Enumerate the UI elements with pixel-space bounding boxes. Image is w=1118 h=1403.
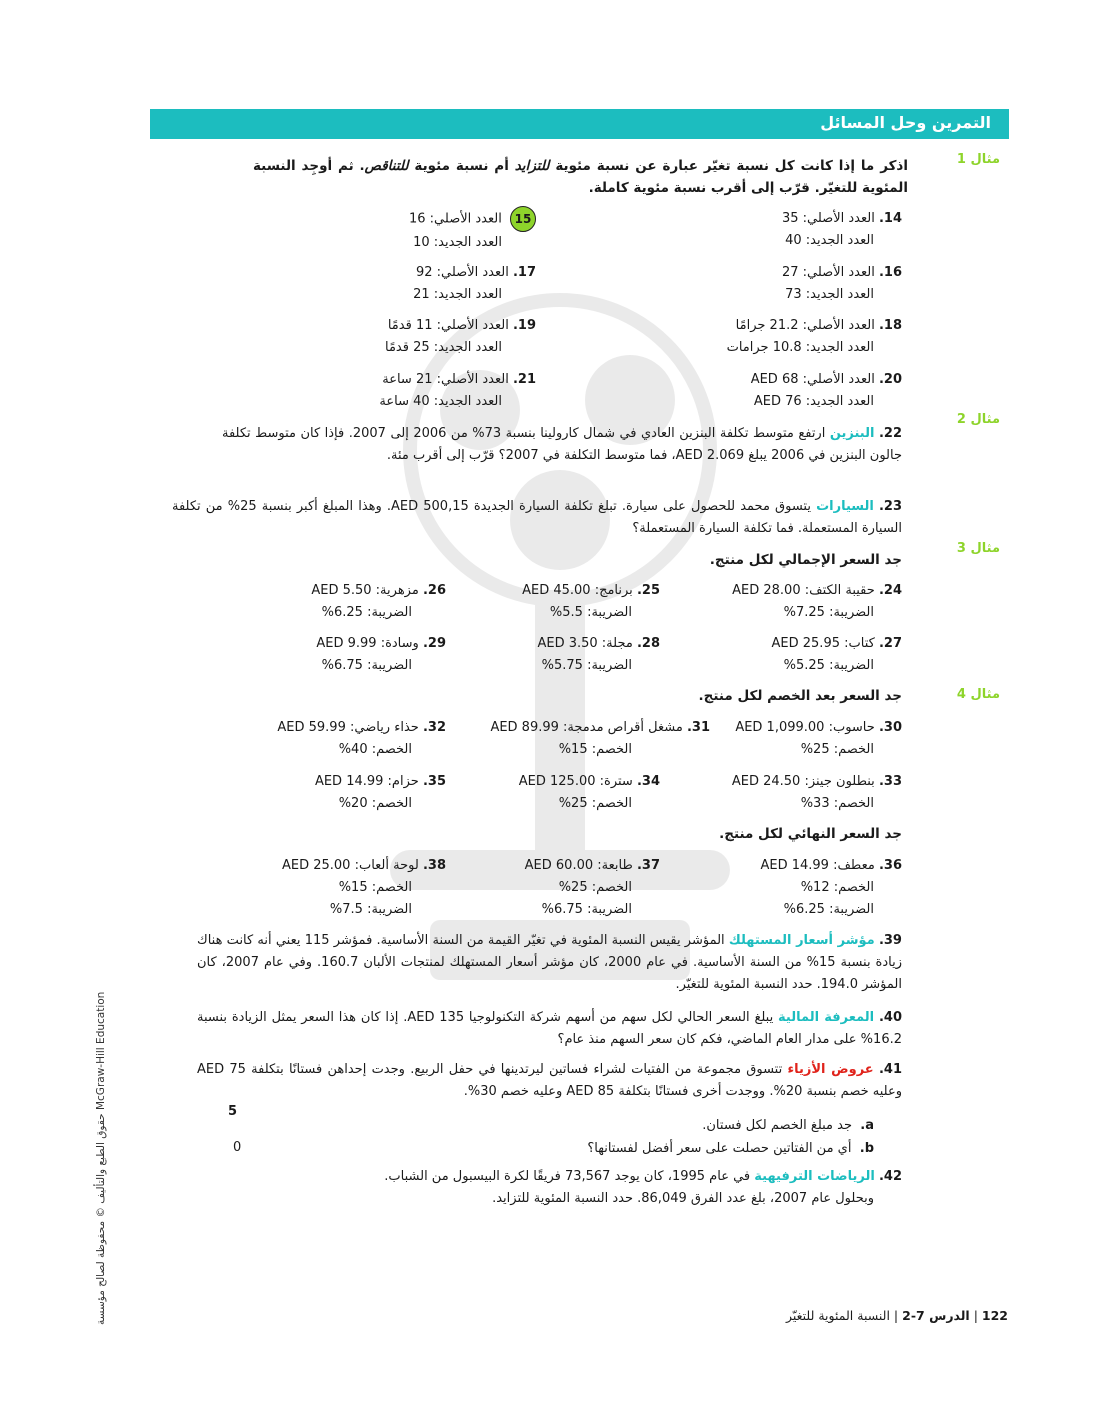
problem-25: 25. برنامج: AED 45.00 الضريبة: 5.5% xyxy=(522,583,660,620)
problem-30: 30. حاسوب: AED 1,099.00 الخصم: 25% xyxy=(735,720,902,757)
problem-16: 16. العدد الأصلي: 27 العدد الجديد: 73 xyxy=(781,265,902,302)
problem-19: 19. العدد الأصلي: 11 قدمًا العدد الجديد: 25 قدمًا xyxy=(385,318,536,355)
instructions: اذكر ما إذا كانت كل نسبة تغيّر عبارة عن نسبة مئوية للتزايد أم نسبة مئوية للتناقص. ثم أوجِد النسبة المئوية للتغيّر. قرّب إلى أقرب نسبة مئوية كاملة. xyxy=(253,158,908,196)
problem-34: 34. سترة: AED 125.00 الخصم: 25% xyxy=(518,774,660,811)
problem-23: 23. السيارات يتسوق محمد للحصول على سيارة. تبلغ تكلفة السيارة الجديدة 15,AED 500. وهذا المبلغ أكبر بنسبة 25% من تكلفة السيارة المستعملة. فما تكلفة السيارة المستعملة؟ xyxy=(172,499,902,536)
example-label-3: مثال 3 xyxy=(956,541,1000,556)
problem-22: 22. البنزين ارتفع متوسط تكلفة البنزين العادي في شمال كارولينا بنسبة 73% من 2006 إلى 2007. فإذا كان متوسط تكلفة جالون البنزين في 2006 يبلغ AED 2.069، فما متوسط التكلفة في 2007؟ قرّب إلى أقرب مئة. xyxy=(222,426,902,463)
keyword-recreational-sports: الرياضات الترفيهية xyxy=(754,1169,875,1184)
problem-33: 33. بنطلون جينز: AED 24.50 الخصم: 33% xyxy=(731,774,902,811)
section-banner xyxy=(150,109,1009,139)
keyword-cpi: مؤشر أسعار المستهلك xyxy=(728,933,875,948)
keyword-cars: السيارات xyxy=(816,499,874,514)
keyword-financial-literacy: المعرفة المالية xyxy=(778,1010,875,1025)
problem-21: 21. العدد الأصلي: 21 ساعة العدد الجديد: 40 ساعة xyxy=(379,372,536,409)
heading-final-price: جد السعر النهائي لكل منتج. xyxy=(719,826,902,842)
problem-14: 14. العدد الأصلي: 35 العدد الجديد: 40 xyxy=(781,211,902,248)
problem-41b: b. أي من الفتاتين حصلت على سعر أفضل لفستانها؟ xyxy=(587,1141,874,1156)
problem-32: 32. حذاء رياضي: AED 59.99 الخصم: 40% xyxy=(277,720,446,757)
problem-15-circle: 15 xyxy=(510,206,536,232)
problem-24: 24. حقيبة الكتف: AED 28.00 الضريبة: 7.25% xyxy=(732,583,902,620)
problem-36: 36. معطف: AED 14.99 الخصم: 12% الضريبة: 6.25% xyxy=(760,858,902,917)
problem-37: 37. طابعة: AED 60.00 الخصم: 25% الضريبة: 6.75% xyxy=(524,858,660,917)
page-number: 122 xyxy=(981,1308,1008,1323)
heading-discount-price: جد السعر بعد الخصم لكل منتج. xyxy=(698,688,902,704)
problem-42: 42. الرياضات الترفيهية في عام 1995، كان يوجد 73,567 فريقًا لكرة البيسبول من الشباب. وبحلول عام 2007، بلغ عدد الفرق 86,049. حدد النسبة المئوية للتزايد. xyxy=(384,1169,902,1206)
problem-28: 28. مجلة: AED 3.50 الضريبة: 5.75% xyxy=(537,636,660,673)
problem-27: 27. كتاب: AED 25.95 الضريبة: 5.25% xyxy=(771,636,902,673)
stray-mark-5: 5 xyxy=(228,1104,238,1119)
problem-17: 17. العدد الأصلي: 92 العدد الجديد: 21 xyxy=(413,265,536,302)
lesson-number: الدرس 7-2 xyxy=(902,1308,970,1323)
problem-26: 26. مزهرية: AED 5.50 الضريبة: 6.25% xyxy=(311,583,446,620)
problem-39: 39. مؤشر أسعار المستهلك المؤشر يقيس النسبة المئوية في تغيّر القيمة من السنة الأساسية. فمؤشر 115 يعني أنه كانت هناك زيادة بنسبة 15% من السنة الأساسية. في عام 2000، كان مؤشر أسعار المستهلك لمنتجات الألبان 160.7. وفي عام 2007، كان المؤشر 194.0. حدد النسبة المئوية للتغيّر. xyxy=(197,933,903,992)
problem-20: 20. العدد الأصلي: AED 68 العدد الجديد: AED 76 xyxy=(750,372,902,409)
problem-41a: a. جد مبلغ الخصم لكل فستان. xyxy=(702,1118,874,1133)
example-label-4: مثال 4 xyxy=(956,687,1000,702)
problem-29: 29. وسادة: AED 9.99 الضريبة: 6.75% xyxy=(316,636,446,673)
problem-35: 35. حزام: AED 14.99 الخصم: 20% xyxy=(314,774,446,811)
example-label-1: مثال 1 xyxy=(956,152,1000,167)
section-title: التمرين وحل المسائل xyxy=(820,113,991,132)
stray-mark-0: 0 xyxy=(233,1140,242,1155)
problem-15: 15 العدد الأصلي: 16 العدد الجديد: 10 xyxy=(409,206,536,254)
lesson-title: النسبة المئوية للتغيّر xyxy=(785,1308,890,1323)
keyword-fashion: عروض الأزياء xyxy=(787,1062,874,1077)
problem-18: 18. العدد الأصلي: 21.2 جرامًا العدد الجديد: 10.8 جرامات xyxy=(726,318,902,355)
copyright-side-text: حقوق الطبع والتأليف © محفوظة لصالح مؤسسة McGraw-Hill Education xyxy=(95,991,107,1325)
keyword-gasoline: البنزين xyxy=(829,426,875,441)
problem-40: 40. المعرفة المالية يبلغ السعر الحالي لكل سهم من أسهم شركة التكنولوجيا AED 135. إذا كان هذا السعر يمثل الزيادة بنسبة 16.2% على مدار العام الماضي، فكم كان سعر السهم منذ عام؟ xyxy=(197,1010,903,1047)
example-label-2: مثال 2 xyxy=(956,412,1000,427)
problem-31: 31. مشغل أقراص مدمجة: AED 89.99 الخصم: 15% xyxy=(490,720,710,757)
heading-total-price: جد السعر الإجمالي لكل منتج. xyxy=(709,552,902,568)
problem-41: 41. عروض الأزياء تتسوق مجموعة من الفتيات لشراء فساتين ليرتدينها في حفل الربيع. وجدت إحداهن فستانًا بتكلفة AED 75 وعليه خصم بنسبة 20%. ووجدت أخرى فستانًا بتكلفة AED 85 وعليه خصم 30%. xyxy=(197,1062,902,1099)
problem-38: 38. لوحة ألعاب: AED 25.00 الخصم: 15% الضريبة: 7.5% xyxy=(281,858,446,917)
footer: 122 | الدرس 7-2 | النسبة المئوية للتغيّر xyxy=(785,1308,1008,1323)
